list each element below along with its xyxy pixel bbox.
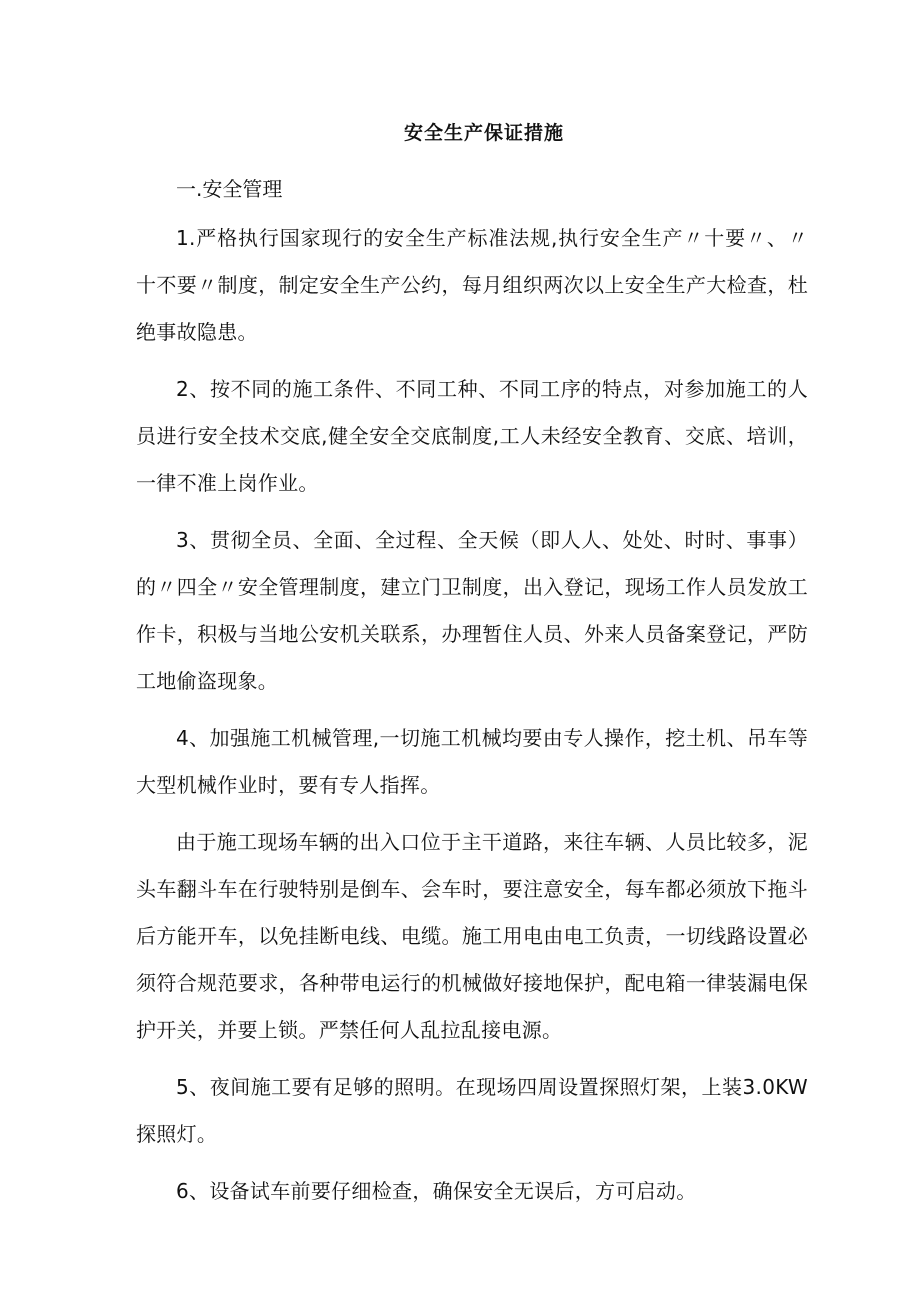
- paragraph-3: 3、贯彻全员、全面、全过程、全天候（即人人、处处、时时、事事）的〃四全〃安全管理制度，建立门卫制度，出入登记，现场工作人员发放工作卡，积极与当地公安机关联系，办理暂住人员、外来人员备案登记，严防工地偷盗现象。: [136, 528, 808, 693]
- paragraph-6: 5、夜间施工要有足够的照明。在现场四周设置探照灯架，上装3.0KW探照灯。: [136, 1075, 808, 1146]
- paragraph-1: 1.严格执行国家现行的安全生产标准法规,执行安全生产〃十要〃、〃十不要〃制度，制定安全生产公约，每月组织两次以上安全生产大检查，杜绝事故隐患。: [136, 226, 808, 344]
- paragraph-4: 4、加强施工机械管理,一切施工机械均要由专人操作，挖土机、吊车等大型机械作业时，要有专人指挥。: [136, 726, 808, 797]
- paragraph-5: 由于施工现场车辆的出入口位于主干道路，来往车辆、人员比较多，泥头车翻斗车在行驶特别是倒车、会车时，要注意安全，每车都必须放下拖斗后方能开车，以免挂断电线、电缆。施工用电由电工负责，一切线路设置必须符合规范要求，各种带电运行的机械做好接地保护，配电箱一律装漏电保护开关，并要上锁。严禁任何人乱拉乱接电源。: [136, 830, 808, 1042]
- document-title: 安全生产保证措施: [403, 122, 564, 144]
- paragraph-2: 2、按不同的施工条件、不同工种、不同工序的特点，对参加施工的人员进行安全技术交底,健全安全交底制度,工人未经安全教育、交底、培训，一律不准上岗作业。: [136, 377, 808, 495]
- section-heading: 一.安全管理: [176, 177, 283, 201]
- paragraph-7: 6、设备试车前要仔细检查，确保安全无误后，方可启动。: [176, 1179, 697, 1203]
